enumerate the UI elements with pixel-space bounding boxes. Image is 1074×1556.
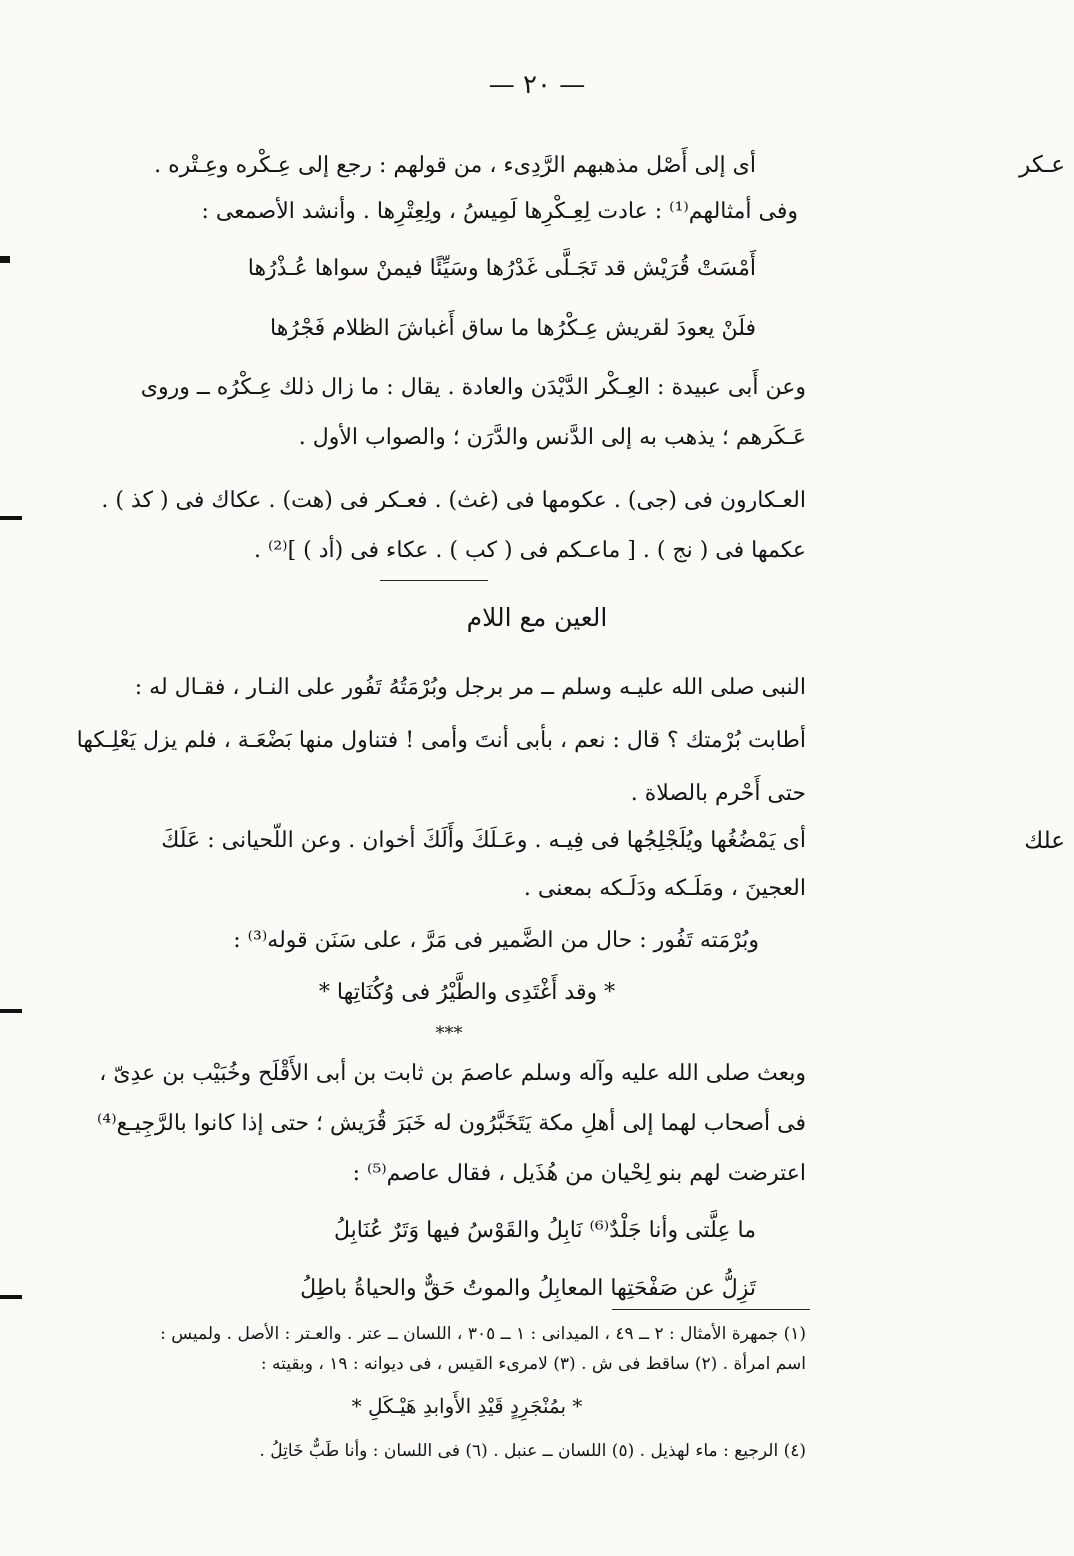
hadith-2-verse-2: تَزِلُّ عن صَفْحَتِها المعابِلُ والموتُ حَقٌّ والحياةُ باطِلُ [300,1276,756,1301]
alk-line-3: وبُرْمَته تَفُور : حال من الضَّمير فى مَرَّ ، على سَنَن قوله⁽³⁾ : [233,928,759,953]
section-divider [380,580,488,581]
hadith-2-verse-1: ما عِلَّتى وأنا جَلْدٌ⁽⁶⁾ نَابِلُ والقَوْسُ فيها وَتَرٌ عُنَابِلُ [334,1218,756,1243]
akr-line-2: وفى أمثالهم⁽¹⁾ : عادت لِعِـكْرِها لَمِيسُ ، ولِعِتْرِها . وأنشد الأصمعى : [201,199,798,224]
akr-verse-2: فلَنْ يعودَ لقريش عِـكْرُها ما ساق أَغباشَ الظلام فَجْرُها [270,316,756,341]
akr-line-3: وعن أَبى عبيدة : العِـكْر الدَّيْدَن والعادة . يقال : ما زال ذلك عِـكْرُه ــ وروى [140,375,806,400]
footnote-rule [612,1309,810,1310]
akr-line-4: عَـكَرهم ؛ يذهب به إلى الدَّنس والدَّرَن ؛ والصواب الأول . [298,425,806,450]
scan-edge-mark [0,1295,22,1299]
footnote-verse: * بمُنْجَرِدٍ قَيْدِ الأَوابدِ هَيْـكَلِ * [351,1394,583,1418]
hadith-2-line-3: اعترضت لهم بنو لِحْيان من هُذَيل ، فقال عاصم⁽⁵⁾ : [352,1161,806,1186]
page-number: — ٢٠ — [488,70,586,100]
alk-line-1: أى يَمْضُغُها ويُلَجْلِجُها فى فِيـه . وعَـلَكَ وأَلَكَ أخوان . وعن اللّحيانى : عَلَكَ [161,828,806,853]
akr-line-1: أى إلى أَصْل مذهبهم الرَّدِىء ، من قولهم : رجع إلى عِـكْره وعِـتْره . [154,153,756,178]
cross-reference-line-2: عكمها فى ( نج ) . [ ماعـكم فى ( كب ) . عكاء فى (أد ) ]⁽²⁾ . [253,538,806,563]
cross-reference-line-1: العـكارون فى (جى) . عكومها فى (غث) . فعـكر فى (هت) . عكاك فى ( كذ ) . [101,488,806,513]
alk-verse: * وقد أَغْتَدِى والطَّيْرُ فى وُكُنَاتِها * [318,980,616,1005]
scan-edge-mark [0,516,22,520]
scan-edge-mark [0,1009,22,1013]
footnote-line-1: (١) جمهرة الأمثال : ٢ ــ ٤٩ ، الميدانى : ١ ــ ٣٠٥ ، اللسان ــ عتر . والعـتر : الأصل . ولميس : [160,1324,806,1344]
hadith-2-line-1: وبعث صلى الله عليه وآله وسلم عاصمَ بن ثابت بن أبى الأَقْلَح وخُبَيْب بن عدِىّ ، [99,1061,806,1086]
footnote-line-2: اسم امرأة . (٢) ساقط فى ش . (٣) لامرىء القيس ، فى ديوانه : ١٩ ، وبقيته : [260,1354,806,1374]
akr-verse-1: أَمْسَتْ قُرَيْش قد تَجَـلَّى غَدْرُها وسَيِّئًا فيمنْ سواها عُـذْرُها [247,256,756,281]
hadith-1-line-2: أطابت بُرْمتك ؟ قال : نعم ، بأبى أنتَ وأمى ! فتناول منها بَضْعَـة ، فلم يزل يَعْلِـكها [76,728,806,753]
hadith-1-line-3: حتى أَحْرم بالصلاة . [630,781,806,806]
scan-edge-mark [0,256,10,263]
section-heading: العين مع اللام [466,603,608,632]
margin-headword-akr: عـكر [1019,152,1065,178]
alk-line-2: العجينَ ، ومَلَـكه ودَلَـكه بمعنى . [523,876,806,901]
hadith-1-line-1: النبى صلى الله عليـه وسلم ــ مر برجل وبُرْمَتُهُ تَفُور على النـار ، فقـال له : [134,675,806,700]
separator-stars: *** [435,1023,463,1044]
margin-headword-alk: علك [1024,828,1065,854]
footnote-line-3: (٤) الرجيع : ماء لهذيل . (٥) اللسان ــ عنبل . (٦) فى اللسان : وأنا طَبٌّ خَاتِلُ . [259,1441,806,1461]
hadith-2-line-2: فى أصحاب لهما إلى أهلِ مكة يَتَخَبَّرُون له خَبَرَ قُرَيش ؛ حتى إذا كانوا بالرَّجِيـع⁽⁴⁾ [97,1111,806,1136]
